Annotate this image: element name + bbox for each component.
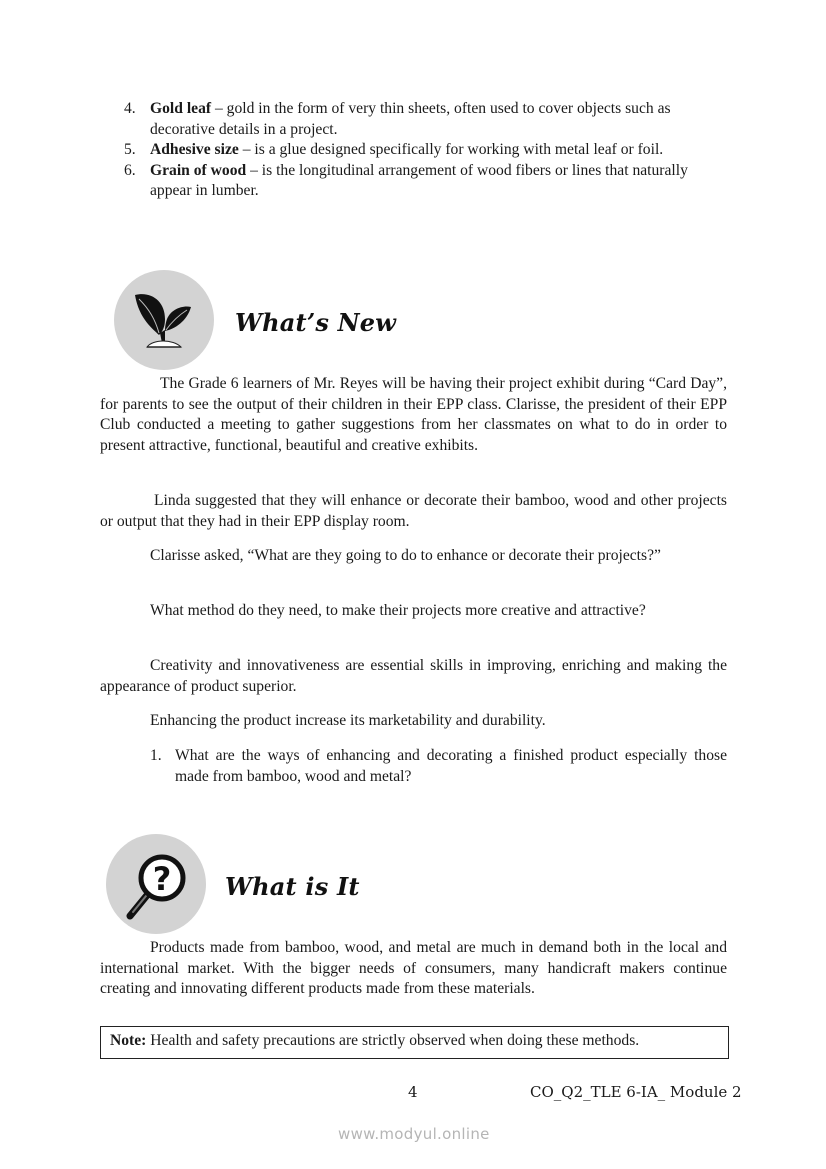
definition-item	[124, 161, 728, 202]
whats-new-paragraph: Clarisse asked, “What are they going to do to enhance or decorate their projects?”	[150, 547, 661, 564]
whats-new-paragraph: Creativity and innovativeness are essential skills in improving, enriching and making the appearance of product superior.	[100, 657, 727, 695]
definition-item	[124, 140, 728, 161]
what-is-it-header	[106, 834, 360, 934]
what-is-it-title: What is It	[225, 871, 360, 901]
magnifier-question-icon	[106, 834, 206, 934]
note-text: Health and safety precautions are strictly observed when doing these methods.	[146, 1032, 640, 1049]
definition-term: Grain of wood	[150, 161, 247, 179]
note-box	[100, 1026, 729, 1059]
watermark: www.modyul.online	[338, 1125, 490, 1143]
definition-text: – gold in the form of very thin sheets, often used to cover objects such as decorative details in a project.	[150, 100, 671, 138]
whats-new-paragraph: The Grade 6 learners of Mr. Reyes will be having their project exhibit during “Card Day”, for parents to see the output of their children in their EPP class. Clarisse, the president of their EPP Club conducted a meeting to gather suggestions from her classmates on what to do in order to present attractive, functional, beautiful and creative exhibits.	[100, 375, 727, 454]
whats-new-header	[114, 270, 396, 370]
definition-number: 5.	[124, 141, 136, 159]
definition-term: Gold leaf	[150, 100, 212, 117]
definition-text: – is a glue designed specifically for working with metal leaf or foil.	[238, 141, 664, 159]
whats-new-title: What’s New	[235, 307, 397, 337]
question-number: 1.	[150, 747, 162, 764]
whats-new-questions	[150, 746, 727, 787]
page-number: 4	[408, 1083, 418, 1101]
module-code: CO_Q2_TLE 6-IA_ Module 2	[530, 1083, 742, 1101]
what-is-it-paragraph: Products made from bamboo, wood, and metal are much in demand both in the local and international market. With the bigger needs of consumers, many handicraft makers continue creating and innovating different products made from these materials.	[100, 939, 727, 998]
plant-sprout-icon	[114, 270, 214, 370]
definitions-list	[124, 99, 728, 202]
whats-new-paragraph: Enhancing the product increase its marketability and durability.	[150, 712, 546, 729]
note-label: Note:	[110, 1032, 147, 1049]
definition-term: Adhesive size	[150, 141, 239, 159]
whats-new-paragraph: What method do they need, to make their projects more creative and attractive?	[150, 602, 646, 619]
definition-number: 4.	[124, 100, 136, 117]
definition-item	[124, 99, 728, 140]
definition-number: 6.	[124, 161, 136, 179]
whats-new-paragraph: Linda suggested that they will enhance or decorate their bamboo, wood and other projects or output that they had in their EPP display room.	[100, 492, 727, 530]
question-text: What are the ways of enhancing and decorating a finished product especially those made from bamboo, wood and metal?	[175, 747, 727, 785]
svg-text:?: ?	[152, 860, 172, 898]
question-item	[150, 746, 727, 787]
definition-text: – is the longitudinal arrangement of wood fibers or lines that naturally appear in lumber.	[150, 161, 688, 200]
